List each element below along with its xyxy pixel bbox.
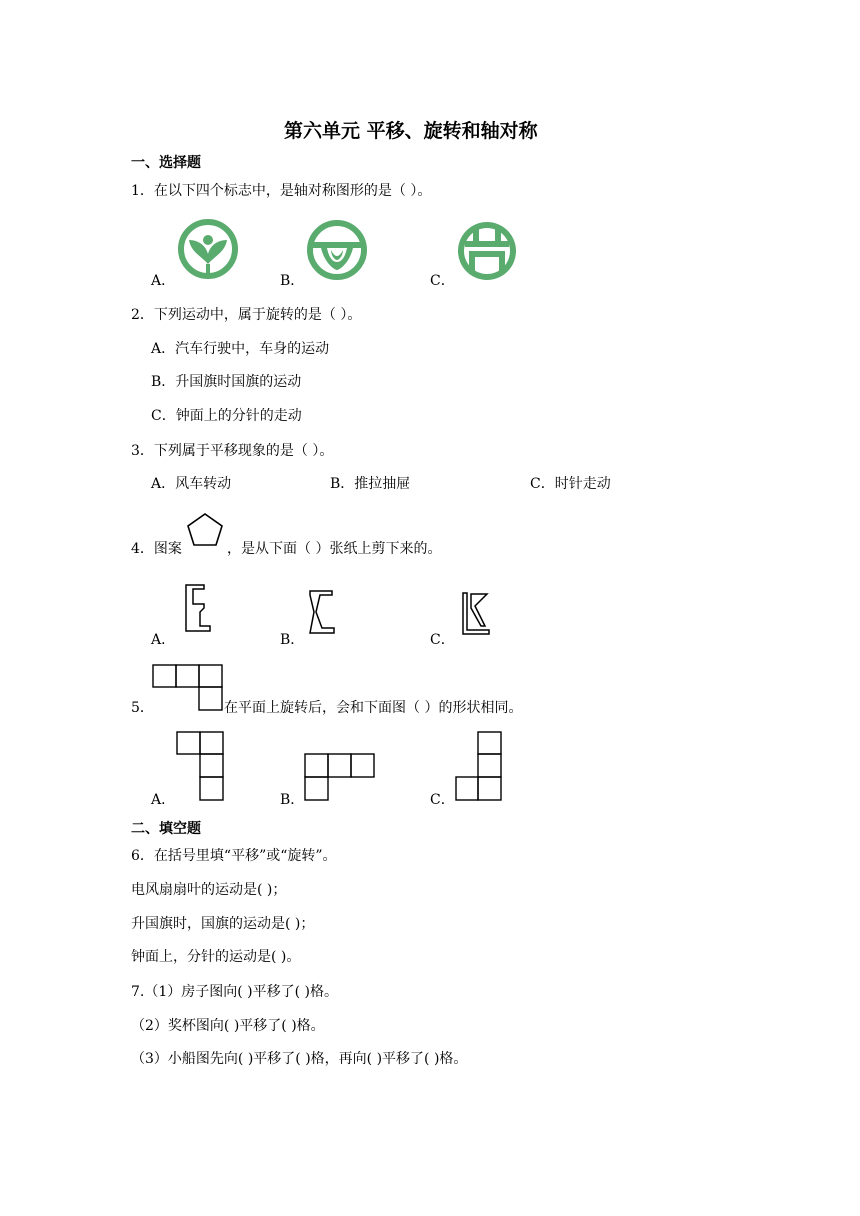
q4-option-c-label: C． bbox=[430, 632, 455, 648]
question-2-stem: 2．下列运动中，属于旋转的是（ ）。 bbox=[131, 307, 362, 323]
q6-line-3: 钟面上，分针的运动是( )。 bbox=[131, 949, 301, 965]
q6-line-1: 电风扇扇叶的运动是( )； bbox=[131, 882, 287, 898]
q7-line-1: 7.（1）房子图向( )平移了( )格。 bbox=[131, 984, 339, 1000]
question-6-stem: 6．在括号里填“平移”或“旋转”。 bbox=[131, 848, 337, 864]
question-5-number: 5． bbox=[131, 700, 154, 716]
q5-option-a-label: A． bbox=[151, 792, 176, 808]
section-choice-heading: 一、选择题 bbox=[131, 155, 201, 171]
q2-option-a: A．汽车行驶中，车身的运动 bbox=[151, 341, 330, 357]
q5-option-a-grid-icon bbox=[176, 731, 226, 803]
q1-option-a-label: A． bbox=[151, 273, 176, 289]
paper-shape-c-icon bbox=[461, 592, 491, 636]
section-fill-heading: 二、填空题 bbox=[131, 821, 201, 837]
q5-option-b-label: B． bbox=[280, 792, 305, 808]
question-4-stem-start: 4．图案 bbox=[131, 541, 182, 557]
q2-option-b: B．升国旗时国旗的运动 bbox=[151, 374, 302, 390]
pentagon-icon bbox=[186, 512, 224, 548]
q3-option-c: C．时针走动 bbox=[530, 476, 611, 492]
q5-option-b-grid-icon bbox=[304, 753, 376, 803]
q3-option-a: A．风车转动 bbox=[151, 476, 232, 492]
q6-line-2: 升国旗时，国旗的运动是( )； bbox=[131, 916, 315, 932]
q5-option-c-grid-icon bbox=[455, 731, 505, 803]
q1-option-b-label: B． bbox=[280, 273, 305, 289]
q7-line-2: （2）奖杯图向( )平移了( )格。 bbox=[131, 1018, 325, 1034]
q5-reference-grid-icon bbox=[152, 664, 224, 712]
q3-option-b: B．推拉抽屉 bbox=[330, 476, 411, 492]
paper-shape-b-icon bbox=[308, 590, 336, 635]
q7-line-3: （3）小船图先向( )平移了( )格，再向( )平移了( )格。 bbox=[131, 1051, 468, 1067]
q4-option-a-label: A． bbox=[151, 632, 176, 648]
question-1-stem: 1．在以下四个标志中，是轴对称图形的是（ ）。 bbox=[131, 183, 432, 199]
logo-a-icon bbox=[175, 216, 241, 282]
q1-option-c-label: C． bbox=[430, 273, 455, 289]
q5-option-c-label: C． bbox=[430, 792, 455, 808]
logo-c-icon bbox=[455, 219, 519, 283]
logo-b-icon bbox=[305, 218, 369, 282]
q2-option-c: C．钟面上的分针的走动 bbox=[151, 408, 302, 424]
question-3-stem: 3．下列属于平移现象的是（ ）。 bbox=[131, 443, 334, 459]
page-title: 第六单元 平移、旋转和轴对称 bbox=[284, 120, 538, 142]
question-5-stem: 在平面上旋转后，会和下面图（ ）的形状相同。 bbox=[224, 700, 523, 716]
q4-option-b-label: B． bbox=[280, 632, 305, 648]
paper-shape-a-icon bbox=[184, 584, 214, 632]
question-4-stem-end: ，是从下面（ ）张纸上剪下来的。 bbox=[227, 541, 442, 557]
